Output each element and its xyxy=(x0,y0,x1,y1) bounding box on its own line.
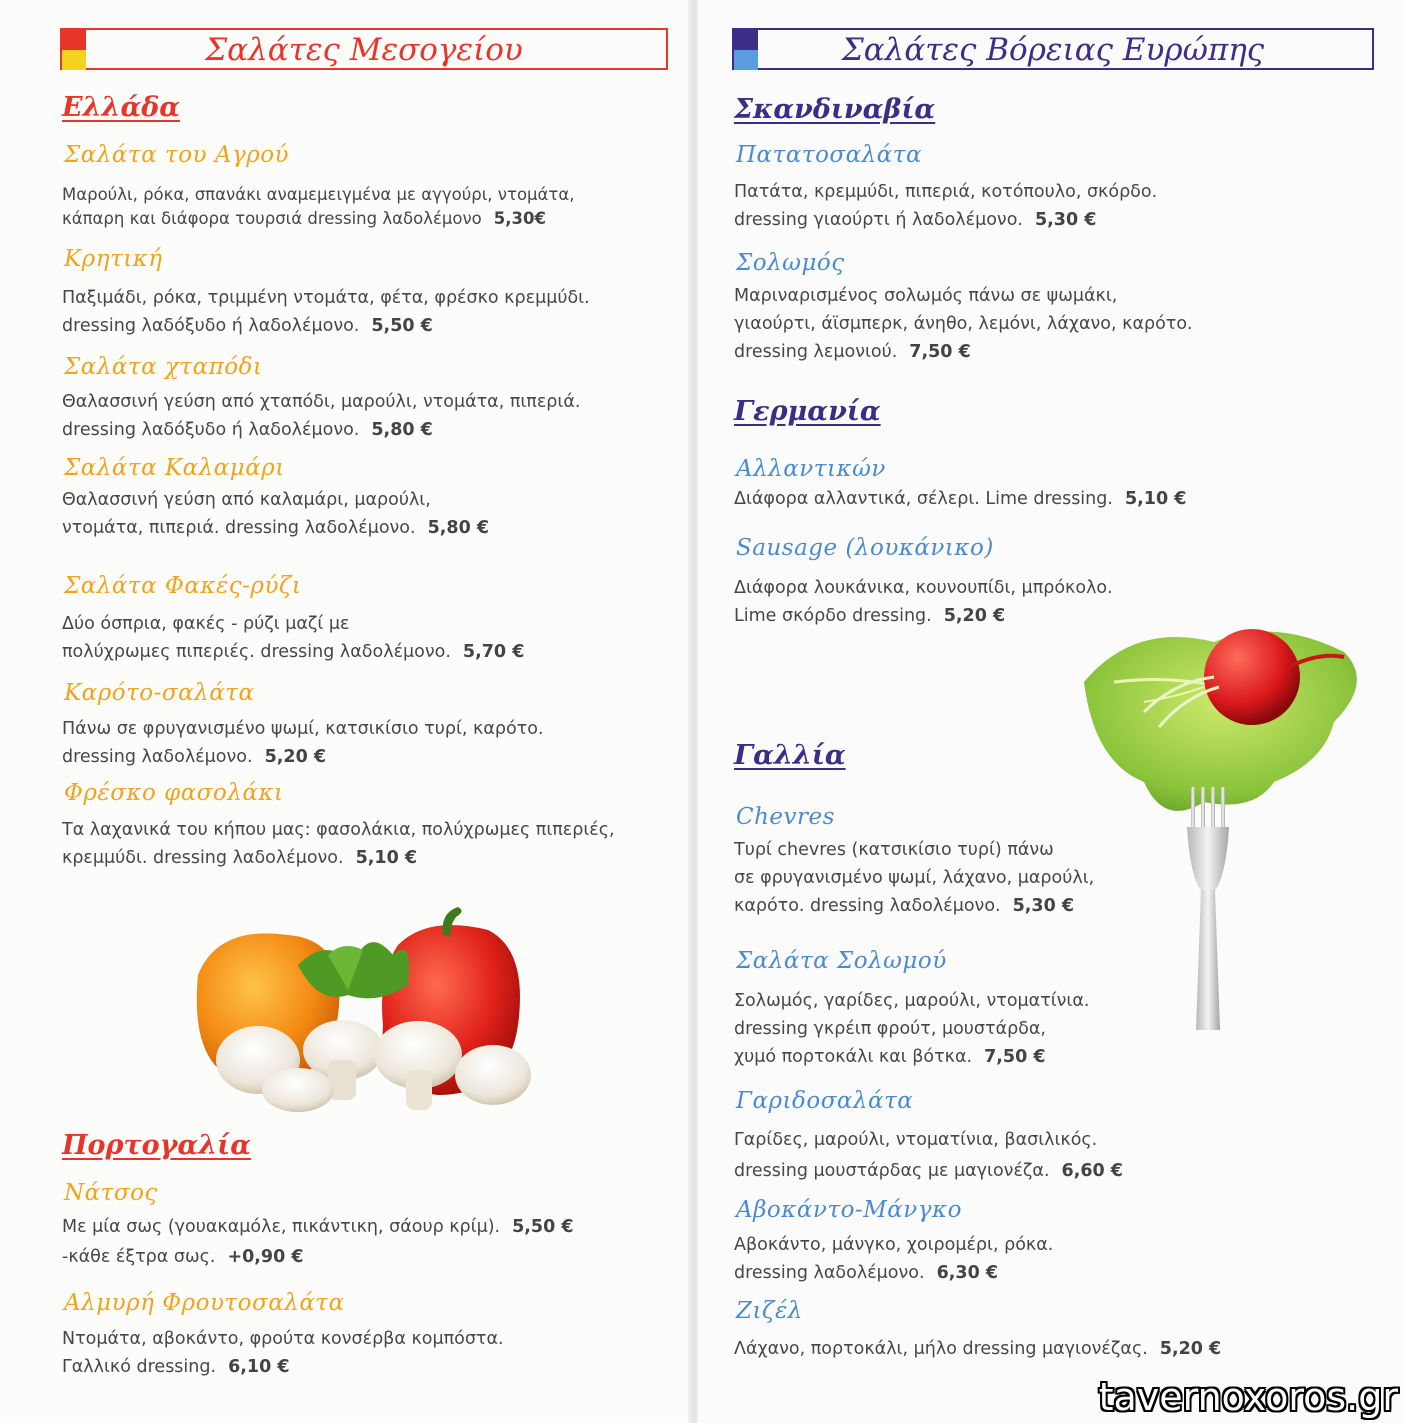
description-line xyxy=(62,1242,574,1272)
menu-item-price: 5,80 € xyxy=(427,518,490,538)
description-text: ντομάτα, πιπεριά. dressing λαδολέμονο. xyxy=(62,518,416,538)
description-line xyxy=(734,206,1157,234)
description-text: πολύχρωμες πιπεριές. dressing λαδολέμονο. xyxy=(62,642,451,662)
description-line xyxy=(734,310,1193,338)
description-text: σε φρυγανισμένο ψωμί, λάχανο, μαρούλι, xyxy=(734,868,1095,888)
description-line xyxy=(734,1231,1053,1259)
country-heading-germany: Γερμανία xyxy=(734,396,881,427)
description-text: Θαλασσινή γεύση από χταπόδι, μαρούλι, ντομάτα, πιπεριά. xyxy=(62,392,581,412)
description-line xyxy=(734,1259,1053,1287)
description-text: dressing λαδόξυδο ή λαδολέμονο. xyxy=(62,316,360,336)
description-line xyxy=(62,743,543,771)
description-text: γιαούρτι, άϊσμπερκ, άνηθο, λεμόνι, λάχανο, καρότο. xyxy=(734,314,1193,334)
description-line xyxy=(734,1156,1123,1187)
description-text: Πατάτα, κρεμμύδι, πιπεριά, κοτόπουλο, σκόρδο. xyxy=(734,182,1158,202)
description-line xyxy=(62,610,524,638)
vegetables-image xyxy=(178,895,538,1125)
description-line xyxy=(734,282,1193,310)
menu-item-description xyxy=(62,388,580,444)
description-line xyxy=(734,178,1157,206)
description-text: χυμό πορτοκάλι και βότκα. xyxy=(734,1047,973,1067)
menu-item-price: 7,50 € xyxy=(909,342,971,362)
description-text: Διάφορα αλλαντικά, σέλερι. Lime dressing. xyxy=(734,489,1113,509)
description-text: dressing λαδόξυδο ή λαδολέμονο. xyxy=(62,420,360,440)
description-line xyxy=(62,1325,504,1353)
menu-item-name: Γαριδοσαλάτα xyxy=(736,1088,914,1114)
description-line xyxy=(62,183,574,207)
menu-item-description xyxy=(62,1212,574,1272)
menu-item-description xyxy=(62,610,524,666)
description-line xyxy=(62,715,543,743)
description-text: Μαρούλι, ρόκα, σπανάκι αναμεμειγμένα με αγγούρι, ντομάτα, xyxy=(62,185,575,204)
description-line xyxy=(734,338,1193,366)
menu-item-price: 5,70 € xyxy=(462,642,525,662)
description-line xyxy=(734,987,1089,1015)
country-heading-greece: Ελλάδα xyxy=(62,92,181,123)
menu-item-name: Σαλάτα Καλαμάρι xyxy=(64,455,285,481)
menu-item-name: Chevres xyxy=(736,804,835,830)
description-text: Μαριναρισμένος σολωμός πάνω σε ψωμάκι, xyxy=(734,286,1118,306)
menu-item-price: 6,30 € xyxy=(936,1263,999,1283)
description-text: Με μία σως (γουακαμόλε, πικάντικη, σάουρ κρίμ). xyxy=(62,1217,501,1237)
right-title-text: Σαλάτες Βόρειας Ευρώπης xyxy=(841,32,1265,68)
menu-item-description xyxy=(62,816,615,872)
description-text: Θαλασσινή γεύση από καλαμάρι, μαρούλι, xyxy=(62,490,431,510)
menu-item-price: 7,50 € xyxy=(984,1047,1046,1067)
menu-item-price: 5,30 € xyxy=(1034,210,1097,230)
menu-item-description xyxy=(734,485,1186,513)
menu-item-name: Σαλάτα του Αγρού xyxy=(64,142,290,168)
menu-item-price: 5,30 € xyxy=(1012,896,1075,916)
description-text: Παξιμάδι, ρόκα, τριμμένη ντομάτα, φέτα, φρέσκο κρεμμύδι. xyxy=(62,288,590,308)
description-line xyxy=(734,864,1094,892)
menu-item-description xyxy=(62,183,574,231)
menu-item-price: 5,10 € xyxy=(355,848,418,868)
description-text: dressing λαδολέμονο. xyxy=(734,1263,925,1283)
menu-item-name: Ζιζέλ xyxy=(736,1298,803,1324)
menu-item-price: 6,60 € xyxy=(1061,1161,1123,1181)
menu-item-price: 5,10 € xyxy=(1124,489,1187,509)
menu-item-name: Αβοκάντο-Μάνγκο xyxy=(736,1197,962,1223)
description-line xyxy=(734,1015,1089,1043)
description-text: Σολωμός, γαρίδες, μαρούλι, ντοματίνια. xyxy=(734,991,1090,1011)
extra-sauce-price: +0,90 € xyxy=(227,1247,304,1267)
description-text: dressing λεμονιού. xyxy=(734,342,898,362)
description-line xyxy=(62,816,615,844)
description-line xyxy=(734,602,1113,630)
fork-lettuce-radish-image xyxy=(1074,612,1374,1032)
menu-item-description xyxy=(734,1335,1221,1363)
description-line xyxy=(62,486,489,514)
menu-item-price: 6,10 € xyxy=(228,1357,290,1377)
menu-item-description xyxy=(734,1231,1053,1287)
description-text: dressing γιαούρτι ή λαδολέμονο. xyxy=(734,210,1023,230)
menu-item-name: Κρητική xyxy=(64,246,163,272)
description-text: Lime σκόρδο dressing. xyxy=(734,606,932,626)
description-text: -κάθε έξτρα σως. xyxy=(62,1247,216,1267)
description-text: dressing γκρέιπ φρούτ, μουστάρδα, xyxy=(734,1019,1046,1039)
left-menu-page xyxy=(0,0,690,1423)
description-line xyxy=(734,485,1186,513)
description-text: Διάφορα λουκάνικα, κουνουπίδι, μπρόκολο. xyxy=(734,578,1113,598)
watermark-text: tavernoxoros.gr xyxy=(1098,1375,1398,1419)
menu-item-price: 5,20 € xyxy=(1159,1339,1222,1359)
menu-item-name: Αλμυρή Φρουτοσαλάτα xyxy=(64,1290,345,1316)
description-line xyxy=(62,284,590,312)
menu-item-price: 5,50 € xyxy=(371,316,433,336)
menu-item-name: Σολωμός xyxy=(736,250,845,276)
menu-item-name: Sausage (λουκάνικο) xyxy=(736,535,994,561)
left-title-text: Σαλάτες Μεσογείου xyxy=(205,32,523,68)
country-heading-portugal: Πορτογαλία xyxy=(62,1130,252,1161)
description-text: Λάχανο, πορτοκάλι, μήλο dressing μαγιονέζας. xyxy=(734,1339,1148,1359)
description-line xyxy=(62,844,615,872)
menu-item-name: Νάτσος xyxy=(64,1180,158,1206)
menu-item-description xyxy=(734,178,1157,234)
menu-item-name: Σαλάτα Φακές-ρύζι xyxy=(64,573,302,599)
right-menu-page xyxy=(698,0,1404,1423)
menu-item-price: 5,80 € xyxy=(371,420,433,440)
description-text: Δύο όσπρια, φακές - ρύζι μαζί με xyxy=(62,614,350,634)
description-text: Τα λαχανικά του κήπου μας: φασολάκια, πολύχρωμες πιπεριές, xyxy=(62,820,615,840)
menu-item-name: Σαλάτα Σολωμού xyxy=(736,948,947,974)
description-text: κάπαρη και διάφορα τουρσιά dressing λαδολέμονο xyxy=(62,209,482,228)
menu-item-description xyxy=(734,574,1113,630)
country-heading-france: Γαλλία xyxy=(734,740,846,771)
description-line xyxy=(734,1335,1221,1363)
description-line xyxy=(62,416,580,444)
description-text: Τυρί chevres (κατσικίσιο τυρί) πάνω xyxy=(734,840,1054,860)
description-line xyxy=(62,1353,504,1381)
description-line xyxy=(734,836,1094,864)
menu-item-price: 5,50 € xyxy=(512,1217,574,1237)
description-line xyxy=(62,1212,574,1242)
description-line xyxy=(62,312,590,340)
description-text: καρότο. dressing λαδολέμονο. xyxy=(734,896,1001,916)
country-heading-scandinavia: Σκανδιναβία xyxy=(734,94,936,125)
description-text: Αβοκάντο, μάνγκο, χοιρομέρι, ρόκα. xyxy=(734,1235,1054,1255)
description-line xyxy=(734,1043,1089,1071)
menu-item-description xyxy=(62,486,489,542)
description-text: dressing λαδολέμονο. xyxy=(62,747,253,767)
description-line xyxy=(62,514,489,542)
menu-item-name: Πατατοσαλάτα xyxy=(736,142,923,168)
menu-item-description xyxy=(734,987,1089,1071)
description-text: Ντομάτα, αβοκάντο, φρούτα κονσέρβα κομπόστα. xyxy=(62,1329,504,1349)
menu-item-price: 5,30€ xyxy=(493,209,546,228)
description-text: dressing μουστάρδας με μαγιονέζα. xyxy=(734,1161,1050,1181)
menu-item-price: 5,20 € xyxy=(943,606,1006,626)
menu-item-name: Καρότο-σαλάτα xyxy=(64,680,255,706)
left-section-title xyxy=(60,28,668,70)
description-text: Γαλλικό dressing. xyxy=(62,1357,217,1377)
description-line xyxy=(734,574,1113,602)
description-line xyxy=(62,388,580,416)
menu-item-description xyxy=(62,284,590,340)
menu-item-description xyxy=(734,1125,1123,1187)
menu-item-description xyxy=(734,282,1193,366)
description-line xyxy=(734,892,1094,920)
right-section-title xyxy=(732,28,1374,70)
description-text: Γαρίδες, μαρούλι, ντοματίνια, βασιλικός. xyxy=(734,1130,1098,1150)
menu-item-name: Φρέσκο φασολάκι xyxy=(64,780,284,806)
description-line xyxy=(62,638,524,666)
description-line xyxy=(734,1125,1123,1156)
menu-item-description xyxy=(62,715,543,771)
menu-item-price: 5,20 € xyxy=(264,747,327,767)
description-text: Πάνω σε φρυγανισμένο ψωμί, κατσικίσιο τυρί, καρότο. xyxy=(62,719,544,739)
menu-item-description xyxy=(62,1325,504,1381)
menu-item-description xyxy=(734,836,1094,920)
description-line xyxy=(62,207,574,231)
description-text: κρεμμύδι. dressing λαδολέμονο. xyxy=(62,848,344,868)
menu-item-name: Αλλαντικών xyxy=(736,456,886,482)
menu-item-name: Σαλάτα χταπόδι xyxy=(64,354,263,380)
